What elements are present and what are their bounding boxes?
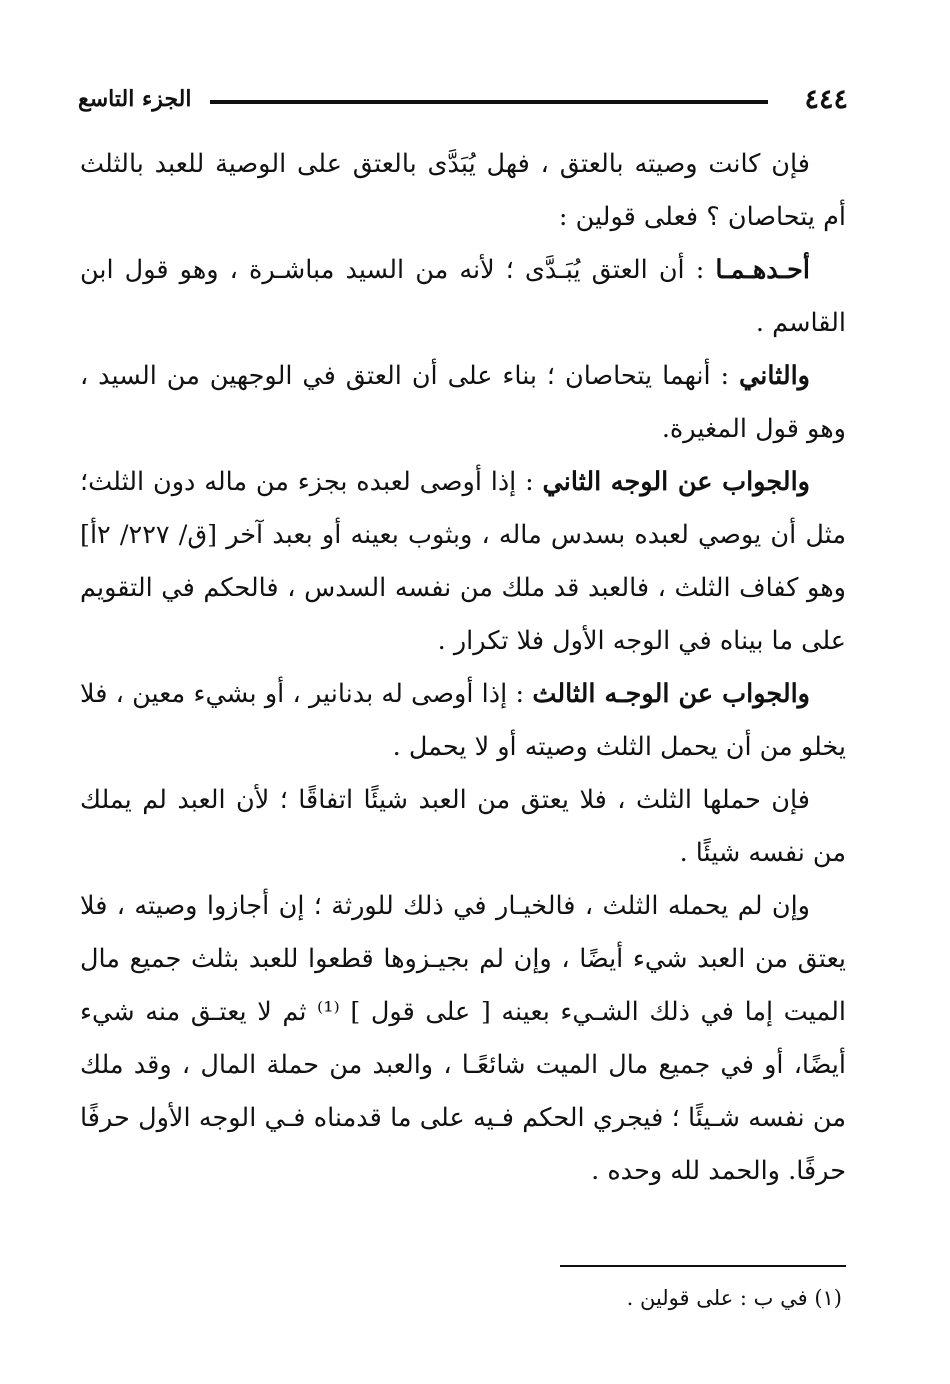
paragraph-text: : أنهما يتحاصان ؛ بناء على أن العتق في الوجهين من السيد ، وهو قول المغيرة. [80, 361, 846, 444]
paragraph [80, 880, 846, 1198]
paragraph [80, 244, 846, 350]
header-rule [210, 100, 768, 104]
part-title: الجزء التاسع [78, 86, 192, 112]
paragraph-text: : إذا أوصى له بدنانير ، أو بشيء معين ، فلا يخلو من أن يحمل الثلث وصيته أو لا يحمل . [80, 679, 846, 762]
paragraph [80, 668, 846, 774]
page-number: ٤٤٤ [804, 84, 848, 115]
paragraph-lead: أحـدهـمـا [715, 255, 810, 285]
paragraph [80, 456, 846, 668]
paragraph-text: : أن العتق يُبَـدَّى ؛ لأنه من السيد مباشـرة ، وهو قول ابن القاسم . [80, 255, 846, 338]
paragraph-lead: والجواب عن الوجـه الثالث [532, 679, 810, 709]
page-header [78, 82, 848, 118]
paragraph [80, 774, 846, 880]
paragraph-text: فإن كانت وصيته بالعتق ، فهل يُبَدَّى بالعتق على الوصية للعبد بالثلث أم يتحاصان ؟ فعلى قولين : [80, 149, 846, 232]
paragraph-text: وإن لم يحمله الثلث ، فالخيـار في ذلك للورثة ؛ إن أجازوا وصيته ، فلا يعتق من العبد شيء أيضًا ، وإن لم بجيـزوها قطعوا للعبد بثلث جميع مال الميت إما في ذلك الشـيء بعينه [ على قول ] ⁽¹⁾ ثم لا يعتـق منه شيء أيضًا، أو في جميع مال الميت شائعًـا ، والعبد من حملة المال ، وقد ملك من نفسه شـيئًا ؛ فيجري الحكم فـيه على ما قدمناه فـي الوجه الأول حرفًا حرفًا. والحمد لله وحده . [80, 891, 846, 1186]
footnote: (١) في ب : على قولين . [626, 1286, 842, 1310]
paragraph-lead: والثاني [739, 361, 810, 391]
paragraph-text: فإن حملها الثلث ، فلا يعتق من العبد شيئًا اتفاقًا ؛ لأن العبد لم يملك من نفسه شيئًا . [80, 785, 846, 868]
paragraph-lead: والجواب عن الوجه الثاني [542, 467, 810, 497]
paragraph [80, 138, 846, 244]
paragraph [80, 350, 846, 456]
paragraph-text: : إذا أوصى لعبده بجزء من ماله دون الثلث؛ مثل أن يوصي لعبده بسدس ماله ، وبثوب بعينه أو بعبد آخر [ق/ ٢٢٧/ ٢أ] وهو كفاف الثلث ، فالعبد قد ملك من نفسه السدس ، فالحكم في التقويم على ما بيناه في الوجه الأول فلا تكرار . [80, 467, 846, 656]
footnote-separator [560, 1265, 846, 1267]
main-text [80, 138, 846, 1198]
